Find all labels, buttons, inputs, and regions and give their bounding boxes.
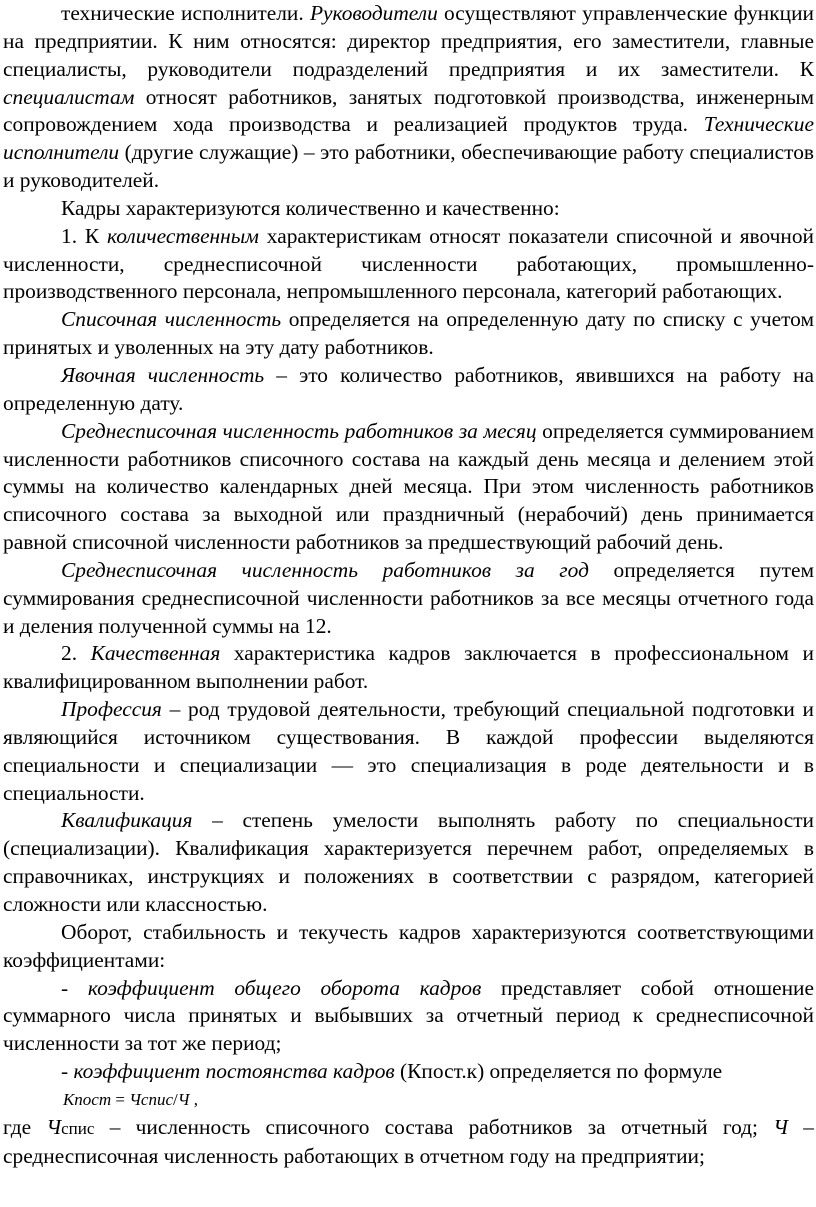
paragraph-p8 [3, 640, 814, 696]
italic-term: Профессия [61, 697, 162, 722]
paragraph-p6 [3, 418, 814, 557]
paragraph-p7 [3, 557, 814, 641]
italic-term: Качественная [90, 641, 221, 666]
formula-tail: , [189, 1089, 198, 1109]
formula-denominator: Ч [177, 1089, 190, 1109]
formula-kpost [3, 1086, 814, 1114]
paragraph-p10 [3, 807, 814, 918]
text-run: 2. [61, 641, 91, 666]
paragraph-p12 [3, 975, 814, 1059]
italic-term: Списочная численность [61, 307, 282, 332]
text-run: определяется на определенную дату по списку с учетом принятых и уволенных на эту дату работников. [3, 307, 814, 360]
text-run: 1. К [61, 223, 108, 248]
def-text-2: – среднесписочная численность работающих в отчетном году на предприятии; [3, 1114, 815, 1168]
italic-term: специалистам [3, 84, 135, 109]
document-body [3, 0, 814, 1086]
formula-equals: = [111, 1089, 130, 1109]
italic-term: Технические исполнители [3, 112, 814, 165]
text-run: характеристика кадров заключается в профессиональном и квалифицированном выполнении работ. [3, 641, 815, 694]
text-run: осуществляют управленческие функции на предприятии. К ним относятся: директор предприятия, его заместители, главные специалисты, руководители подразделений предприятия и их заместители. К [3, 1, 814, 81]
text-run: – степень умелости выполнять работу по специальности (специализации). Квалификация характеризуется перечнем работ, определяемых в справочниках, инструкциях и положениях в соответствии с разрядом, категорией сложности или классностью. [3, 808, 814, 916]
italic-term: количественным [107, 223, 259, 248]
italic-term: Квалификация [61, 808, 193, 833]
paragraph-p13 [3, 1058, 814, 1086]
text-run: - [61, 1059, 74, 1084]
italic-term: Среднесписочная численность работников за месяц [61, 418, 537, 443]
text-run: (Кпост.к) определяется по формуле [394, 1059, 723, 1084]
paragraph-p2 [3, 195, 814, 223]
formula-numerator: Чспис [129, 1089, 174, 1109]
text-run: – род трудовой деятельности, требующий специальной подготовки и являющийся источником существования. В каждой профессии выделяются специальности и специализации — это специализация в роде деятельности и в специальности. [3, 697, 814, 805]
paragraph-definitions [3, 1114, 814, 1171]
paragraph-p11 [3, 919, 814, 975]
italic-term: Среднесписочная численность работников за год [61, 557, 589, 582]
text-run: относят работников, занятых подготовкой производства, инженерным сопровождением хода производства и реализацией продуктов труда. [3, 84, 814, 137]
text-run: представляет собой отношение суммарного числа принятых и выбывших за отчетный период к среднесписочной численности за тот же период; [3, 975, 814, 1056]
text-run: характеристикам относят показатели списочной и явочной численности, среднесписочной численности работающих, промышленно-производственного персонала, непромышленного персонала, категорий работающих. [3, 223, 814, 304]
paragraph-p3 [3, 223, 814, 307]
italic-term: Явочная численность [61, 362, 265, 387]
paragraph-p5 [3, 362, 814, 418]
text-run: технические исполнители. [61, 1, 310, 25]
paragraph-p1 [3, 0, 814, 195]
text-run: определяется суммированием численности работников списочного состава на каждый день месяца и делением этой суммы на количество календарных дней месяца. При этом численность работников списочного состава за выходной или праздничный (нерабочий) день принимается равной списочной численности работников за предшествующий рабочий день. [3, 418, 814, 555]
text-run: (другие служащие) – это работники, обеспечивающие работу специалистов и руководителей. [3, 140, 814, 193]
text-run: – это количество работников, явившихся на работу на определенную дату. [3, 362, 814, 415]
text-run: - [61, 975, 88, 1000]
italic-term: коэффициент общего оборота кадров [87, 975, 482, 1000]
def-symbol-ch: Ч [773, 1114, 789, 1139]
paragraph-p4 [3, 306, 814, 362]
text-run: Кадры характеризуются количественно и качественно: [61, 195, 560, 220]
def-symbol-chspis: Ч [46, 1114, 62, 1139]
text-run: определяется путем суммирования среднесписочной численности работников за все месяцы отчетного года и деления полученной суммы на 12. [3, 557, 814, 638]
def-prefix: где [3, 1114, 47, 1139]
formula-lhs: Кпост [63, 1089, 112, 1109]
def-text-1: – численность списочного состава работников за отчетный год; [94, 1114, 774, 1139]
paragraph-p9 [3, 696, 814, 807]
italic-term: Руководители [309, 1, 438, 25]
text-run: Оборот, стабильность и текучесть кадров характеризуются соответствующими коэффициентами: [3, 919, 814, 972]
def-symbol-chspis-sub: спис [61, 1118, 95, 1138]
italic-term: коэффициент постоянства кадров [73, 1059, 395, 1084]
formula-slash: / [173, 1089, 178, 1109]
